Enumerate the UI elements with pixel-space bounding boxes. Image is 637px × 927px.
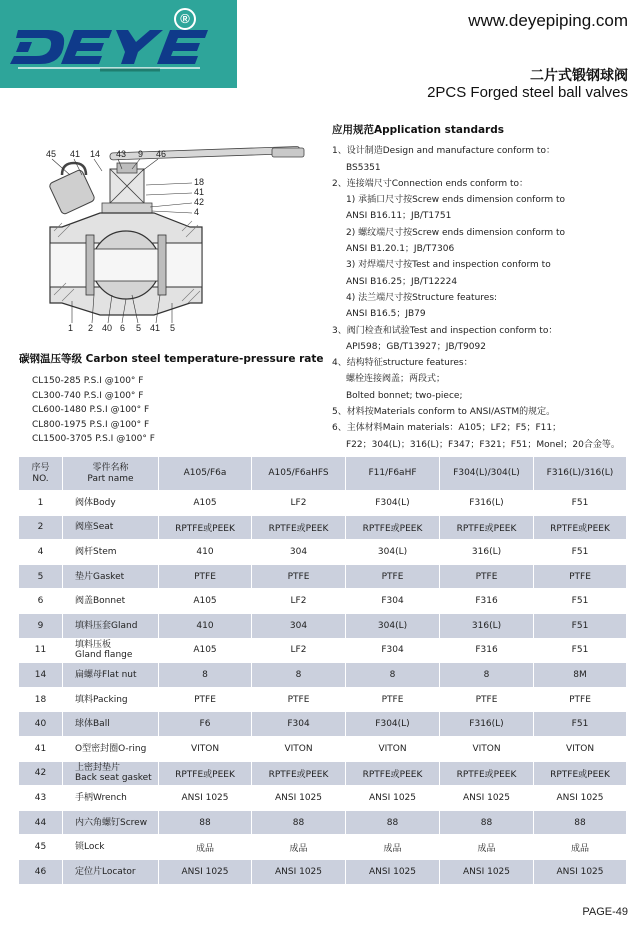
part-name-primary: 定位片Locator [75, 866, 136, 877]
material-cell: LF2 [252, 589, 346, 614]
part-name-primary: 上密封垫片 [75, 763, 121, 774]
part-name [63, 589, 159, 614]
material-cell: 304 [252, 540, 346, 565]
material-cell: RPTFE或PEEK [252, 761, 346, 786]
callout-14: 14 [90, 149, 101, 159]
material-cell: ANSI 1025 [346, 786, 440, 811]
callout-46: 46 [156, 149, 167, 159]
part-name-primary: 锁Lock [75, 842, 105, 853]
part-number: 4 [19, 540, 63, 565]
callout-18: 18 [194, 177, 205, 187]
column-header-cn: A105/F6a [183, 468, 227, 478]
table-row [19, 491, 627, 516]
material-cell: F304(L) [346, 491, 440, 516]
part-number: 46 [19, 859, 63, 884]
material-cell: F51 [534, 491, 627, 516]
part-name [63, 810, 159, 835]
part-name-primary: 填料压板 [75, 640, 112, 651]
application-line: Bolted bonnet; two-piece; [346, 390, 463, 401]
material-cell: F304(L) [346, 712, 440, 737]
callout-4: 4 [194, 207, 200, 217]
table-row [19, 810, 627, 835]
application-line: 1、设计制造Design and manufacture conform to： [332, 146, 555, 157]
lock-body [49, 169, 96, 215]
part-number: 5 [19, 564, 63, 589]
table-row [19, 859, 627, 884]
table-row [19, 540, 627, 565]
material-cell: F304 [346, 589, 440, 614]
column-header [159, 457, 252, 491]
callout-1: 1 [68, 323, 74, 333]
material-cell: 成品 [159, 835, 252, 860]
material-cell: 88 [159, 810, 252, 835]
column-header [534, 457, 627, 491]
temperature-line: CL150-285 P.S.I @100° F [32, 376, 144, 386]
application-line: 2) 螺纹端尺寸按Screw ends dimension conform to [346, 227, 566, 238]
part-name [63, 761, 159, 786]
table-row [19, 786, 627, 811]
table-row [19, 613, 627, 638]
material-cell: ANSI 1025 [159, 859, 252, 884]
valve-cross-section-diagram [22, 145, 322, 335]
column-header [63, 457, 159, 491]
application-lines [332, 143, 632, 453]
table-row [19, 835, 627, 860]
material-cell: 成品 [252, 835, 346, 860]
deye-logo [0, 0, 237, 88]
column-header-cn: F304(L)/304(L) [453, 468, 520, 478]
material-cell: 成品 [534, 835, 627, 860]
material-cell: F51 [534, 540, 627, 565]
material-cell: PTFE [252, 564, 346, 589]
material-cell: PTFE [440, 687, 534, 712]
material-cell: PTFE [440, 564, 534, 589]
material-cell: 8 [346, 663, 440, 688]
table-row [19, 761, 627, 786]
column-header-en: Part name [87, 473, 134, 484]
material-cell: F51 [534, 589, 627, 614]
part-number: 1 [19, 491, 63, 516]
material-cell: 成品 [346, 835, 440, 860]
part-name-primary: 阀盖Bonnet [75, 596, 126, 607]
part-number: 43 [19, 786, 63, 811]
part-number: 18 [19, 687, 63, 712]
application-line: 4) 法兰端尺寸按Structure features: [346, 292, 498, 303]
material-cell: ANSI 1025 [440, 859, 534, 884]
material-cell: F316 [440, 638, 534, 663]
part-name-primary: 阀杆Stem [75, 546, 117, 557]
material-cell: ANSI 1025 [252, 859, 346, 884]
title-cn: 二片式锻钢球阀 [530, 68, 628, 84]
material-cell: PTFE [159, 564, 252, 589]
part-name-primary: 填料Packing [75, 694, 128, 705]
table-row [19, 638, 627, 663]
material-cell: VITON [252, 736, 346, 761]
material-cell: F316 [440, 589, 534, 614]
material-cell: 8 [252, 663, 346, 688]
part-name-primary: 手柄Wrench [75, 792, 127, 803]
material-cell: LF2 [252, 638, 346, 663]
material-cell: 304 [252, 613, 346, 638]
application-line: ANSI B16.11；JB/T1751 [346, 211, 452, 222]
part-number: 42 [19, 761, 63, 786]
temperature-heading: 碳钢温压等级 Carbon steel temperature-pressure rate [19, 353, 324, 365]
application-line: API598；GB/T13927；JB/T9092 [346, 341, 486, 352]
material-cell: 410 [159, 613, 252, 638]
callout-43: 43 [116, 149, 127, 159]
part-name-primary: O型密封圈O-ring [75, 743, 147, 754]
part-name-primary: 扁螺母Flat nut [75, 669, 137, 680]
application-line: 1) 承插口尺寸按Screw ends dimension conform to [346, 195, 566, 206]
column-header-cn: F11/F6aHF [368, 468, 417, 478]
part-name [63, 613, 159, 638]
material-cell: 316(L) [440, 540, 534, 565]
callout-6: 6 [120, 323, 126, 333]
part-name [63, 736, 159, 761]
material-cell: RPTFE或PEEK [159, 515, 252, 540]
material-cell: F51 [534, 638, 627, 663]
part-name-primary: 垫片Gasket [75, 571, 125, 582]
application-line: F22；304(L)；316(L)；F347；F321；F51；Monel；20合金等。 [346, 439, 620, 450]
material-cell: F6 [159, 712, 252, 737]
material-cell: F51 [534, 712, 627, 737]
material-cell: 304(L) [346, 613, 440, 638]
part-name-primary: 球体Ball [75, 719, 110, 730]
column-header-cn: F316(L)/316(L) [546, 468, 614, 478]
application-line: 5、材料按Materials conform to ANSI/ASTM的规定。 [332, 407, 556, 418]
table-row [19, 589, 627, 614]
material-cell: PTFE [159, 687, 252, 712]
part-name [63, 491, 159, 516]
column-header [346, 457, 440, 491]
material-cell: 88 [440, 810, 534, 835]
part-number: 9 [19, 613, 63, 638]
material-cell: A105 [159, 589, 252, 614]
material-cell: RPTFE或PEEK [440, 515, 534, 540]
temperature-line: CL800-1975 P.S.I @100° F [32, 419, 150, 430]
website-url: www.deyepiping.com [468, 11, 628, 30]
callout-5a: 5 [136, 323, 142, 333]
part-name [63, 663, 159, 688]
part-number: 2 [19, 515, 63, 540]
materials-table [18, 456, 627, 885]
callout-42: 42 [194, 197, 205, 207]
material-cell: ANSI 1025 [159, 786, 252, 811]
part-name [63, 712, 159, 737]
material-cell: 8 [440, 663, 534, 688]
callout-41b: 41 [194, 187, 205, 197]
table-header-row [19, 457, 627, 491]
callout-2: 2 [88, 323, 94, 333]
material-cell: F304 [252, 712, 346, 737]
callout-5: 5 [170, 323, 176, 333]
application-line: 4、结构特征structure features： [332, 358, 473, 369]
column-header [252, 457, 346, 491]
material-cell: VITON [159, 736, 252, 761]
part-name [63, 540, 159, 565]
part-name-primary: 阀座Seat [75, 522, 114, 533]
material-cell: 304(L) [346, 540, 440, 565]
material-cell: RPTFE或PEEK [440, 761, 534, 786]
material-cell: VITON [534, 736, 627, 761]
column-header-en: NO. [32, 473, 49, 484]
table-body [19, 491, 627, 885]
column-header [19, 457, 63, 491]
material-cell: VITON [440, 736, 534, 761]
material-cell: ANSI 1025 [252, 786, 346, 811]
material-cell: 成品 [440, 835, 534, 860]
material-cell: PTFE [252, 687, 346, 712]
part-number: 44 [19, 810, 63, 835]
material-cell: 410 [159, 540, 252, 565]
material-cell: A105 [159, 491, 252, 516]
material-cell: RPTFE或PEEK [346, 515, 440, 540]
table-row [19, 712, 627, 737]
application-standards [332, 122, 632, 453]
material-cell: 316(L) [440, 613, 534, 638]
column-header [440, 457, 534, 491]
material-cell: PTFE [534, 687, 627, 712]
part-name [63, 564, 159, 589]
registered-mark: ® [174, 8, 196, 30]
material-cell: ANSI 1025 [534, 859, 627, 884]
material-cell: RPTFE或PEEK [159, 761, 252, 786]
material-cell: 88 [534, 810, 627, 835]
application-line: 2、连接端尺寸Connection ends conform to： [332, 178, 529, 189]
part-number: 6 [19, 589, 63, 614]
material-cell: PTFE [534, 564, 627, 589]
part-name-primary: 填料压套Gland [75, 620, 138, 631]
part-name-secondary: Gland flange [75, 650, 133, 661]
material-cell: 88 [346, 810, 440, 835]
temperature-lines [19, 374, 324, 447]
application-line: 螺栓连接阀盖；两段式； [346, 374, 446, 385]
callout-45: 45 [46, 149, 57, 159]
material-cell: ANSI 1025 [440, 786, 534, 811]
material-cell: RPTFE或PEEK [252, 515, 346, 540]
material-cell: RPTFE或PEEK [534, 761, 627, 786]
callout-40: 40 [102, 323, 113, 333]
part-number: 41 [19, 736, 63, 761]
part-name [63, 786, 159, 811]
material-cell: F316(L) [440, 712, 534, 737]
application-line: ANSI B16.5；JB79 [346, 309, 426, 320]
temperature-line: CL600-1480 P.S.I @100° F [32, 405, 150, 415]
part-number: 14 [19, 663, 63, 688]
application-heading: 应用规范Application standards [332, 124, 505, 136]
temperature-line: CL300-740 P.S.I @100° F [32, 390, 144, 401]
part-number: 40 [19, 712, 63, 737]
table-row [19, 736, 627, 761]
part-number: 45 [19, 835, 63, 860]
part-name [63, 687, 159, 712]
application-line: ANSI B16.25；JB/T12224 [346, 276, 458, 287]
material-cell: RPTFE或PEEK [346, 761, 440, 786]
page-number: PAGE-49 [582, 906, 628, 918]
table-row [19, 663, 627, 688]
material-cell: 8 [159, 663, 252, 688]
material-cell: 8M [534, 663, 627, 688]
material-cell: PTFE [346, 564, 440, 589]
material-cell: RPTFE或PEEK [534, 515, 627, 540]
material-cell: F51 [534, 613, 627, 638]
application-line: BS5351 [346, 162, 381, 173]
material-cell: VITON [346, 736, 440, 761]
application-line: ANSI B1.20.1；JB/T7306 [346, 244, 455, 255]
application-line: 3) 对焊端尺寸按Test and inspection conform to [346, 260, 551, 271]
application-line: 6、主体材料Main materials：A105；LF2；F5；F11； [332, 423, 562, 434]
callout-9: 9 [138, 149, 144, 159]
part-name-primary: 内六角螺钉Screw [75, 817, 148, 828]
material-cell: PTFE [346, 687, 440, 712]
table-row [19, 515, 627, 540]
part-name [63, 638, 159, 663]
table-row [19, 687, 627, 712]
part-name [63, 515, 159, 540]
part-name-primary: 阀体Body [75, 497, 116, 508]
material-cell: ANSI 1025 [346, 859, 440, 884]
material-cell: ANSI 1025 [534, 786, 627, 811]
temperature-line: CL1500-3705 P.S.I @100° F [32, 434, 155, 444]
part-name [63, 859, 159, 884]
title-en: 2PCS Forged steel ball valves [427, 84, 628, 101]
callout-41: 41 [70, 149, 81, 159]
column-header-cn: A105/F6aHFS [268, 468, 329, 478]
material-cell: F304 [346, 638, 440, 663]
table-row [19, 564, 627, 589]
part-name [63, 835, 159, 860]
material-cell: A105 [159, 638, 252, 663]
part-name-secondary: Back seat gasket [75, 773, 152, 784]
material-cell: F316(L) [440, 491, 534, 516]
material-cell: LF2 [252, 491, 346, 516]
part-number: 11 [19, 638, 63, 663]
material-cell: 88 [252, 810, 346, 835]
callout-41c: 41 [150, 323, 161, 333]
column-header-cn: 序号 [31, 462, 50, 473]
application-line: 3、阀门检查和试验Test and inspection conform to： [332, 325, 558, 336]
column-header-cn: 零件名称 [92, 462, 129, 473]
temperature-pressure-rate [19, 351, 324, 447]
